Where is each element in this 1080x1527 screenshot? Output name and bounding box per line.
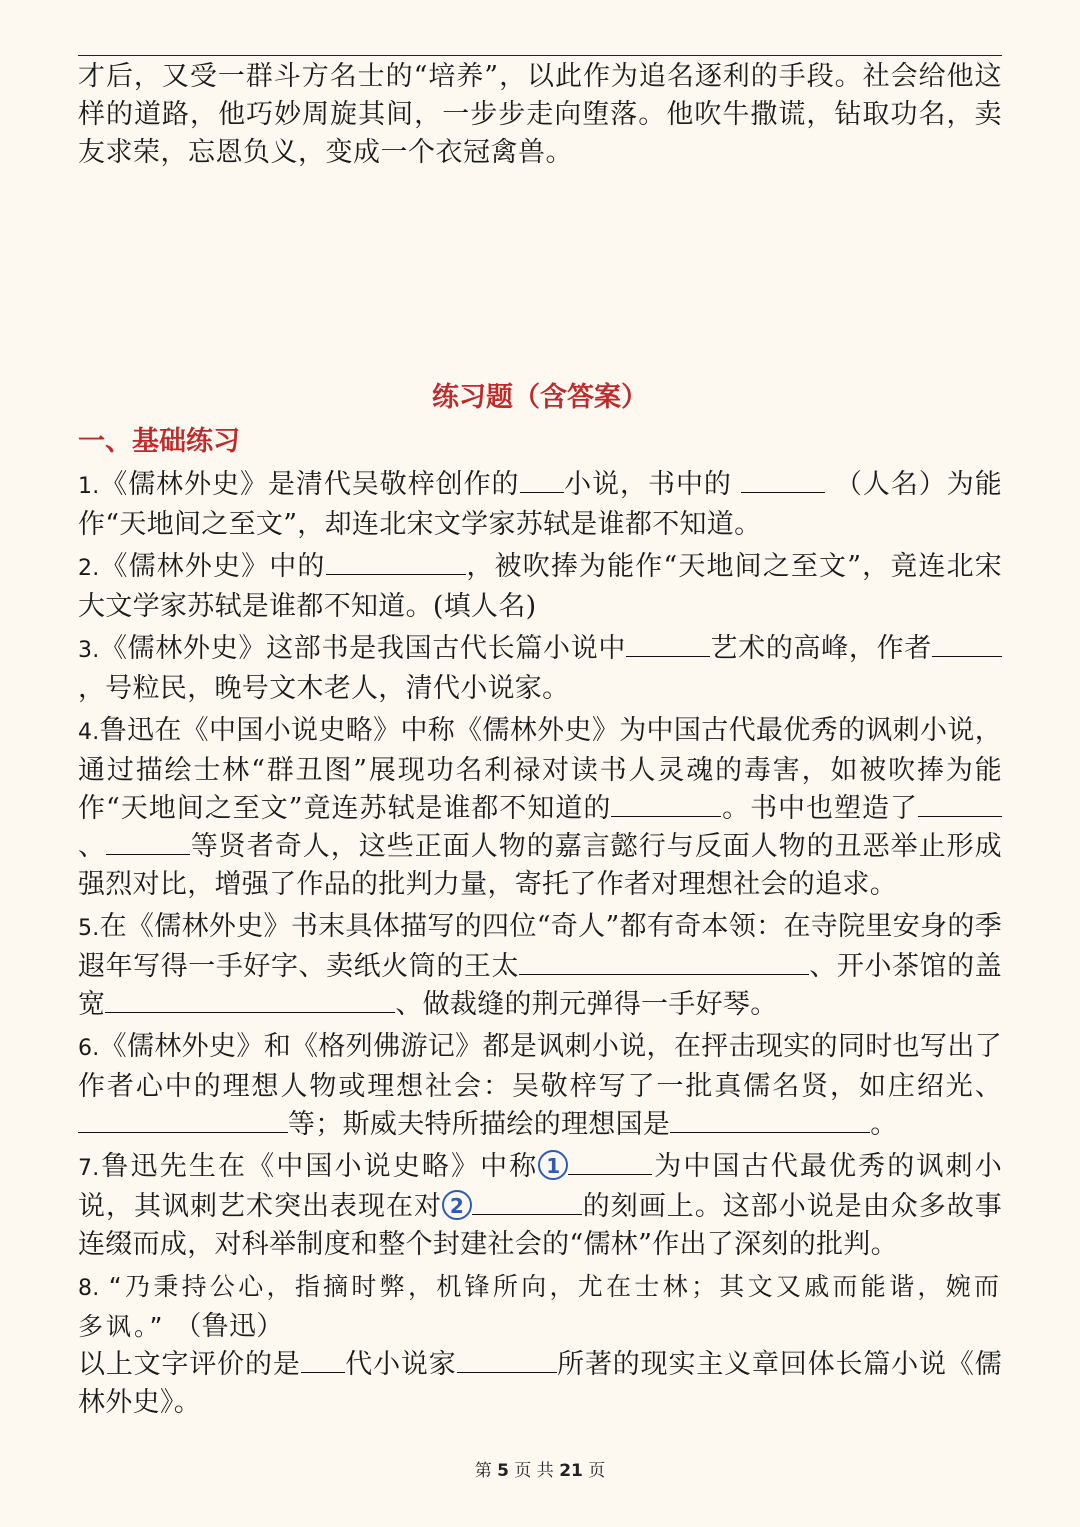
circled-number-1: 1 (538, 1150, 568, 1180)
question-2 (78, 548, 1002, 626)
question-text: 等贤者奇人，这些正面人物的嘉言懿行与反面人物的丑恶举止形成强烈对比，增强了作品的批判力量，寄托了作者对理想社会的追求。 (78, 831, 1002, 900)
question-number: 2. (78, 556, 100, 581)
question-text: 所著的现实主义章回体长篇小说《儒林外史》。 (78, 1349, 1002, 1418)
question-text: 鲁迅在《中国小说史略》中称《儒林外史》为中国古代最优秀的讽刺小说，通过描绘士林“群丑图”展现功名利禄对读书人灵魂的毒害，如被吹捧为能作“天地间之至文”竟连苏轼是谁都不知道的 (78, 715, 1002, 824)
answer-blank[interactable] (626, 632, 710, 657)
page-footer (0, 1456, 1080, 1481)
question-4 (78, 712, 1002, 904)
question-number: 5. (78, 916, 100, 941)
question-text: （人名）为能作“天地间之至文”，却连北宋文学家苏轼是谁都不知道。 (78, 469, 1003, 540)
answer-blank[interactable] (106, 830, 190, 855)
question-text: 的刻画上。这部小说是由众多故事连缀而成，对科举制度和整个封建社会的“儒林”作出了深刻的批判。 (78, 1191, 1002, 1260)
answer-blank[interactable] (568, 1150, 652, 1175)
question-text: 鲁迅先生在《中国小说史略》中称 (99, 1151, 539, 1182)
answer-blank[interactable] (472, 1190, 582, 1215)
question-text: 《儒林外史》和《格列佛游记》都是讽刺小说，在抨击现实的同时也写出了作者心中的理想人物或理想社会：吴敬梓写了一批真儒名贤，如庄绍光、 (78, 1031, 1002, 1102)
section-title: 练习题（含答案） (432, 382, 648, 413)
question-number: 3. (78, 638, 100, 663)
footer-text: 页 (588, 1461, 606, 1481)
answer-blank[interactable] (932, 632, 1002, 657)
page-number: 5 (497, 1461, 509, 1481)
answer-blank[interactable] (301, 1348, 345, 1373)
question-3 (78, 630, 1002, 708)
question-text: 小说，书中的 (563, 469, 732, 500)
question-text: 在《儒林外史》书末具体描写的四位“奇人”都有奇本领：在寺院里安身的季遐年写得一手好字、卖纸火筒的王太 (78, 911, 1002, 982)
question-text: 《儒林外史》是清代吴敬梓创作的 (99, 469, 520, 500)
question-text: ，被吹捧为能作“天地间之至文”，竟连北宋大文学家苏轼是谁都不知道。(填人名) (78, 551, 1003, 622)
question-text: ，号粒民，晚号文木老人，清代小说家。 (78, 673, 570, 704)
question-text: 为中国古代最优秀的讽刺小说，其讽刺艺术突出表现在对 (78, 1151, 1002, 1222)
quotation: “乃秉持公心，指摘时弊，机锋所向，尤在士林；其文又戚而能谐，婉而多讽。” (78, 1272, 1002, 1341)
question-8-continued (78, 1346, 1002, 1422)
question-text: 、做裁缝的荆元弹得一手好琴。 (395, 989, 778, 1020)
question-number: 1. (78, 474, 100, 499)
question-text: 以上文字评价的是 (78, 1349, 301, 1380)
answer-blank[interactable] (105, 988, 395, 1013)
question-number: 6. (78, 1036, 100, 1061)
answer-blank[interactable] (670, 1108, 870, 1133)
top-divider (78, 55, 1002, 56)
question-text: 《儒林外史》中的 (99, 551, 326, 582)
answer-blank[interactable] (520, 468, 564, 493)
question-number: 7. (78, 1156, 100, 1181)
answer-blank[interactable] (611, 792, 721, 817)
question-text: 。 (870, 1109, 898, 1140)
question-text: 、开小茶馆的盖宽 (78, 951, 1002, 1020)
answer-blank[interactable] (326, 550, 466, 575)
question-8 (78, 1268, 1002, 1346)
question-list (78, 466, 1002, 1426)
question-text: 。书中也塑造了 (721, 793, 918, 824)
section-subtitle: 一、基础练习 (78, 426, 240, 457)
answer-blank[interactable] (741, 468, 825, 493)
answer-blank[interactable] (457, 1348, 557, 1373)
question-text: 代小说家 (344, 1349, 457, 1380)
intro-paragraph: 才后，又受一群斗方名士的“培养”，以此作为追名逐利的手段。社会给他这样的道路，他巧妙周旋其间，一步步走向堕落。他吹牛撒谎，钻取功名，卖友求荣，忘恩负义，变成一个衣冠禽兽。 (78, 61, 1002, 168)
question-7 (78, 1148, 1002, 1264)
question-1 (78, 466, 1002, 544)
footer-text: 第 (474, 1461, 492, 1481)
answer-blank[interactable] (78, 1108, 288, 1133)
answer-blank[interactable] (519, 950, 809, 975)
question-text: 艺术的高峰，作者 (710, 633, 932, 664)
question-text: 等；斯威夫特所描绘的理想国是 (288, 1109, 671, 1140)
footer-text: 页 共 (514, 1461, 554, 1481)
total-pages: 21 (559, 1461, 583, 1481)
question-text: 、 (78, 831, 106, 862)
question-number: 4. (78, 720, 100, 745)
question-text: 《儒林外史》这部书是我国古代长篇小说中 (99, 633, 627, 664)
quotation-source: （鲁迅） (174, 1311, 284, 1342)
question-6 (78, 1028, 1002, 1144)
circled-number-2: 2 (442, 1190, 472, 1220)
question-5 (78, 908, 1002, 1024)
question-number: 8. (78, 1276, 100, 1301)
answer-blank[interactable] (918, 792, 1002, 817)
